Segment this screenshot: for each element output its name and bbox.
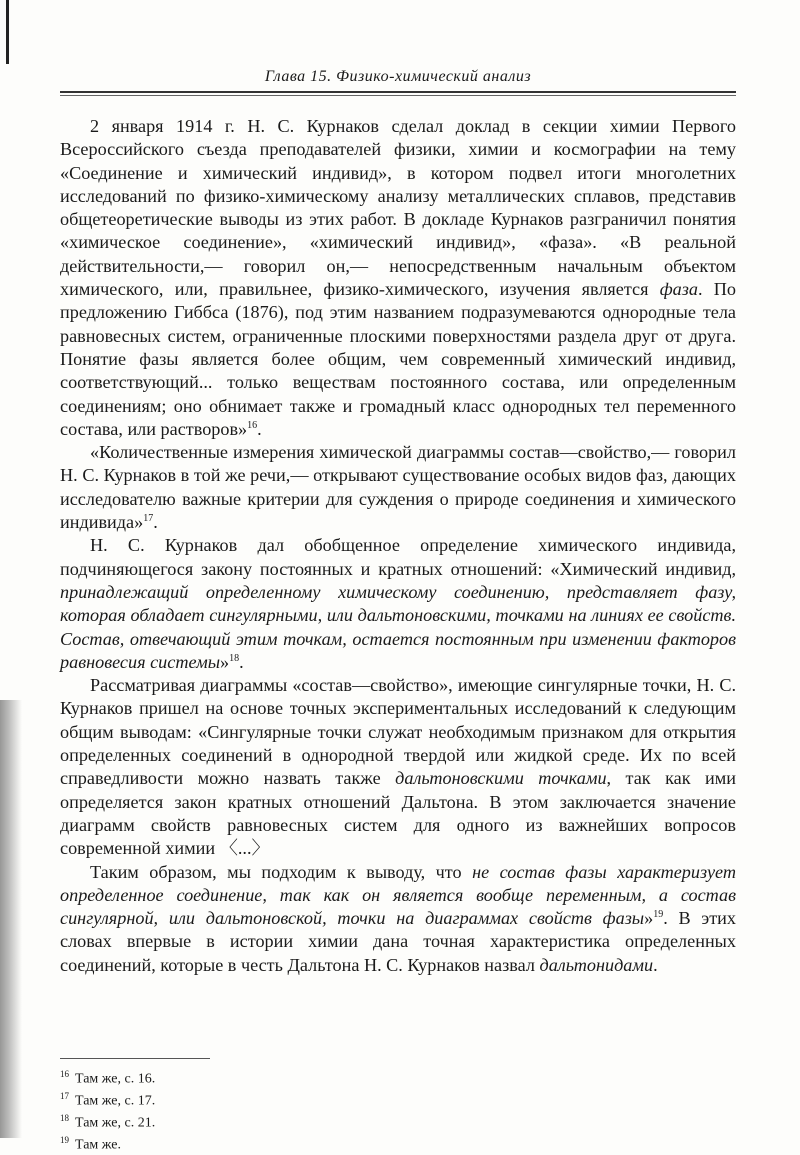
footnote-text: Там же, с. 21. — [75, 1115, 156, 1131]
margin-rule — [6, 0, 9, 64]
paragraph — [60, 441, 736, 534]
text-run: , так как ими определяется закон кратных отношений Дальтона. В этом заключается значение диаграмм свойств равновесных систем для одного из важнейших вопросов современной химии 〈...〉 — [60, 768, 736, 859]
italic-run: дальтонидами — [539, 954, 654, 975]
footnote-mark: 16 — [60, 1069, 69, 1079]
text-run: . — [257, 418, 262, 439]
text-run: . — [239, 651, 244, 672]
text-run: Н. С. Курнаков дал обобщенное определение химического индивида, подчиняющегося закону постоянных и кратных отношений: «Химический индивид, — [60, 535, 736, 579]
footnote-rule — [60, 1058, 210, 1059]
italic-run: не состав фазы характеризует определенное соединение, так как он является вообще переменным, а состав сингулярной, или дальтоновской, точки на диаграммах свойств фазы — [60, 861, 736, 929]
text-run: «Количественные измерения химической диаграммы состав—свойство,— говорил Н. С. Курнаков в той же речи,— открывают существование особых видов фаз, дающих исследователю важные критерии для суждения о природе соединения и химического индивида» — [60, 442, 736, 533]
footnotes — [60, 1066, 736, 1155]
text-run: . По предложению Гиббса (1876), под этим названием подразумеваются однородные тела равновесных систем, ограниченные плоскими поверхностями раздела друг от друга. Понятие фазы является более общим, чем современный химический индивид, соответствующий... только веществам постоянного состава, или определенным соединениям; оно обнимает также и громадный класс однородных тел переменного состава, или растворов» — [60, 279, 736, 439]
text-run: 2 января 1914 г. Н. С. Курнаков сделал доклад в секции химии Первого Всероссийского съезда преподавателей физики, химии и космографии на тему «Соединение и химический индивид», в котором подвел итоги многолетних исследований по физико-химическому анализу металлических сплавов, представив общетеоретические выводы из этих работ. В докладе Курнаков разграничил понятия «химическое соединение», «химический индивид», «фаза». «В реальной действительности,— говорил он,— непосредственным начальным объектом химического, или, правильнее, физико-химического, изучения является — [60, 116, 736, 300]
italic-run: дальтоновскими точками — [395, 768, 607, 789]
paragraph — [60, 861, 736, 977]
footnote-mark: 17 — [60, 1091, 69, 1102]
footnote-ref: 18 — [229, 652, 240, 664]
running-head: Глава 15. Физико-химический анализ — [264, 68, 532, 85]
text-run: Таким образом, мы подходим к выводу, что — [90, 861, 473, 882]
text-run: . — [153, 512, 158, 533]
footnote-text: Там же. — [75, 1138, 121, 1154]
footnote — [60, 1088, 736, 1110]
header-rule — [60, 91, 736, 93]
paragraph — [60, 115, 736, 441]
text-run: . В этих словах впервые в истории химии дана точная характеристика определенных соединений, которые в честь Дальтона Н. С. Курнаков назвал — [60, 908, 736, 975]
scan-edge-shadow — [0, 700, 22, 1138]
body-text — [60, 115, 736, 977]
footnote-ref: 16 — [247, 419, 258, 431]
header-rule-secondary — [60, 95, 736, 96]
italic-run: принадлежащий определенному химическому соединению, представляет фазу, которая обладает сингулярными, или дальтоновскими, точками на линиях ее свойств. Состав, отвечающий этим точкам, остается постоянным при изменении факторов равновесия системы — [60, 581, 736, 672]
text-run: . — [653, 954, 658, 975]
footnote-ref: 19 — [653, 909, 664, 921]
footnote-text: Там же, с. 17. — [75, 1093, 156, 1109]
text-run: » — [220, 651, 230, 672]
paragraph — [60, 534, 736, 674]
footnote — [60, 1110, 736, 1132]
footnote-mark: 19 — [60, 1135, 69, 1146]
paragraph — [60, 674, 736, 860]
text-run: Рассматривая диаграммы «состав—свойство», имеющие сингулярные точки, Н. С. Курнаков пришел на основе точных экспериментальных исследований к следующим общим выводам: «Сингулярные точки служат необходимым признаком для открытия определенных соединений в однородной твердой или жидкой среде. Их по всей справедливости можно назвать также — [60, 675, 736, 789]
footnote-text: Там же, с. 16. — [75, 1071, 156, 1087]
footnote-ref: 17 — [143, 512, 154, 524]
italic-run: фаза — [659, 279, 698, 300]
footnote — [60, 1066, 736, 1088]
text-run: » — [644, 908, 654, 929]
footnote — [60, 1132, 736, 1154]
footnote-mark: 18 — [60, 1113, 69, 1124]
